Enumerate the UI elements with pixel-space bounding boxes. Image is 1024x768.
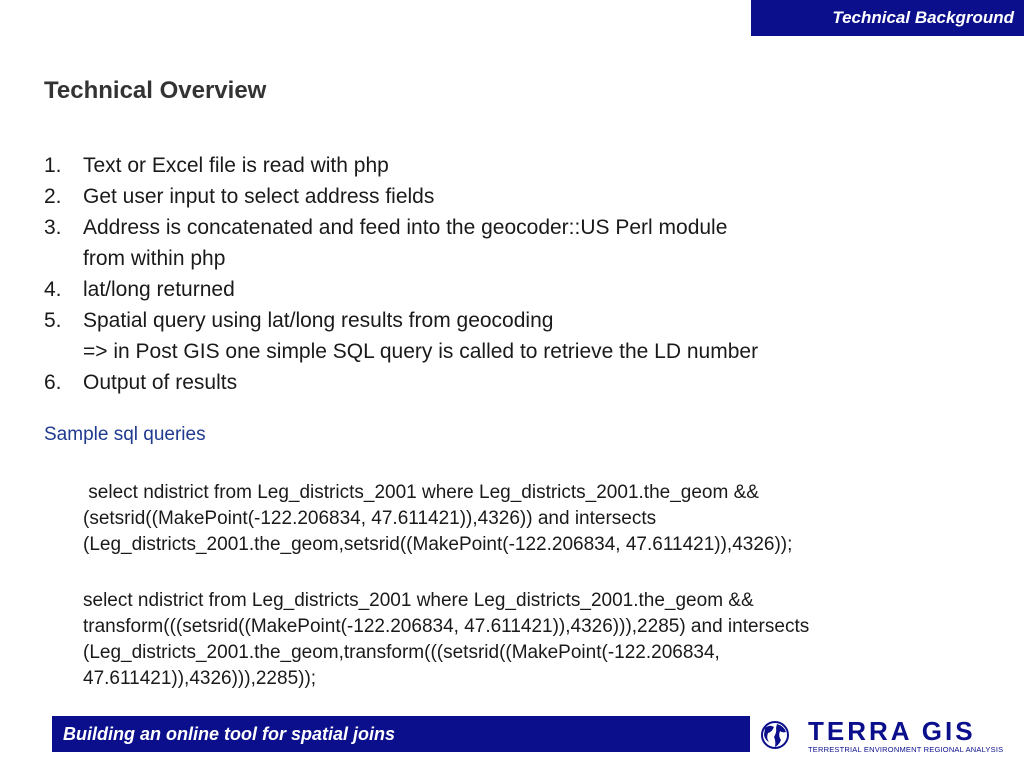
step-item — [44, 181, 944, 212]
slide-title: Technical Overview — [44, 77, 267, 104]
step-item — [44, 274, 944, 305]
step-item — [44, 212, 944, 274]
sql-query-2 — [83, 588, 973, 692]
sql-query-1 — [83, 480, 973, 558]
sample-queries-label: Sample sql queries — [44, 424, 206, 445]
step-number: 6. — [44, 371, 62, 394]
step-text: Text or Excel file is read with php — [83, 154, 389, 177]
terra-gis-logo — [760, 716, 1010, 756]
section-label: Technical Background — [832, 8, 1014, 27]
step-item — [44, 305, 944, 367]
query-line: (Leg_districts_2001.the_geom,transform(((setsrid((MakePoint(-122.206834, — [83, 642, 720, 663]
section-header — [751, 0, 1024, 36]
query-line: select ndistrict from Leg_districts_2001 where Leg_districts_2001.the_geom && — [83, 482, 759, 503]
step-number: 3. — [44, 216, 62, 239]
step-number: 4. — [44, 278, 62, 301]
query-line: select ndistrict from Leg_districts_2001 where Leg_districts_2001.the_geom && — [83, 590, 754, 611]
logo-subtitle: TERRESTRIAL ENVIRONMENT REGIONAL ANALYSIS — [808, 745, 1004, 754]
query-line: transform(((setsrid((MakePoint(-122.206834, 47.611421)),4326))),2285) and intersects — [83, 616, 810, 637]
query-line: (setsrid((MakePoint(-122.206834, 47.611421)),4326)) and intersects — [83, 508, 657, 529]
logo-wordmark: TERRA GIS — [808, 716, 976, 746]
step-number: 1. — [44, 154, 62, 177]
step-number: 2. — [44, 185, 62, 208]
step-text: Spatial query using lat/long results from geocoding — [83, 309, 554, 332]
overview-steps — [44, 150, 944, 398]
footer-caption: Building an online tool for spatial joins — [63, 723, 395, 744]
step-text-continued: from within php — [83, 247, 226, 270]
globe-icon — [760, 718, 790, 752]
step-text: Output of results — [83, 371, 238, 394]
step-text: Get user input to select address fields — [83, 185, 435, 208]
step-text: Address is concatenated and feed into the geocoder::US Perl module — [83, 216, 728, 239]
step-text: lat/long returned — [83, 278, 235, 301]
step-number: 5. — [44, 309, 62, 332]
step-text-continued: => in Post GIS one simple SQL query is called to retrieve the LD number — [83, 340, 759, 363]
query-line: 47.611421)),4326))),2285)); — [83, 668, 317, 689]
footer-bar — [52, 716, 750, 752]
step-item — [44, 367, 944, 398]
step-item — [44, 150, 944, 181]
query-line: (Leg_districts_2001.the_geom,setsrid((MakePoint(-122.206834, 47.611421)),4326)); — [83, 534, 793, 555]
